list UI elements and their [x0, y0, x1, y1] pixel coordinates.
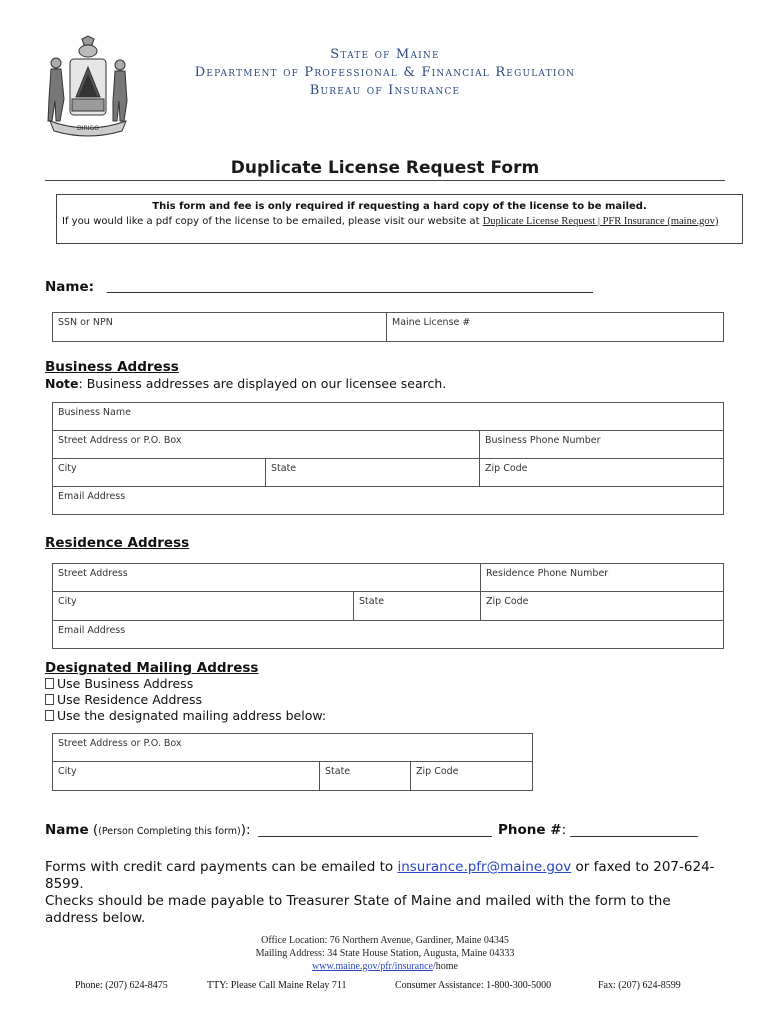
- mailing-option-residence[interactable]: Use Residence Address: [45, 692, 202, 708]
- residence-heading: Residence Address: [45, 535, 190, 551]
- business-state-field[interactable]: State: [266, 459, 480, 487]
- footer-fax: Fax: (207) 624-8599: [598, 980, 681, 991]
- business-street-field[interactable]: Street Address or P.O. Box: [53, 431, 480, 459]
- footer-url: www.maine.gov/pfr/insurance/home: [312, 961, 458, 972]
- mailing-zip-field[interactable]: Zip Code: [411, 762, 533, 791]
- residence-table: [52, 563, 724, 649]
- footer-tty: TTY: Please Call Maine Relay 711: [207, 980, 347, 991]
- completer-name-row: Name ((Person Completing this form)):: [45, 822, 251, 838]
- header-state: State of Maine: [330, 47, 440, 62]
- residence-city-field[interactable]: City: [53, 592, 354, 621]
- ssn-field[interactable]: SSN or NPN: [53, 313, 387, 342]
- business-heading: Business Address: [45, 359, 179, 375]
- checkbox-icon[interactable]: [45, 710, 54, 721]
- residence-zip-field[interactable]: Zip Code: [481, 592, 724, 621]
- note-line2: If you would like a pdf copy of the license to be emailed, please visit our website at Duplicate License Request | PFR Insurance (maine.gov): [62, 216, 719, 227]
- note-line1: This form and fee is only required if requesting a hard copy of the license to be mailed.: [152, 201, 647, 212]
- completer-name-field[interactable]: [258, 836, 492, 837]
- checkbox-icon[interactable]: [45, 678, 54, 689]
- completer-phone-row: Phone #:: [498, 822, 567, 838]
- business-email-field[interactable]: Email Address: [53, 487, 724, 515]
- residence-state-field[interactable]: State: [354, 592, 481, 621]
- payment-instructions: Forms with credit card payments can be emailed to insurance.pfr@maine.gov or faxed to 207-624-8599.: [45, 859, 715, 892]
- business-name-field[interactable]: Business Name: [53, 403, 724, 431]
- insurance-email-link[interactable]: insurance.pfr@maine.gov: [397, 859, 572, 875]
- seal-text: DIRIGO: [77, 125, 99, 132]
- mailing-table: [52, 733, 533, 791]
- business-table: [52, 402, 724, 515]
- ssn-license-table: [52, 312, 724, 342]
- footer-website-link[interactable]: www.maine.gov/pfr/insurance: [312, 961, 433, 972]
- business-note: Note: Business addresses are displayed on our licensee search.: [45, 376, 447, 391]
- note-box: [56, 194, 743, 244]
- mailing-option-business[interactable]: Use Business Address: [45, 676, 193, 692]
- form-title: Duplicate License Request Form: [230, 158, 540, 178]
- header-department: Department of Professional & Financial Regulation: [194, 65, 576, 80]
- header-bureau: Bureau of Insurance: [309, 83, 461, 98]
- mailing-state-field[interactable]: State: [320, 762, 411, 791]
- footer-office: Office Location: 76 Northern Avenue, Gardiner, Maine 04345: [261, 935, 509, 946]
- name-label: Name:: [45, 279, 95, 295]
- mailing-option-designated[interactable]: Use the designated mailing address below:: [45, 708, 326, 724]
- residence-phone-field[interactable]: Residence Phone Number: [481, 564, 724, 592]
- checkbox-icon[interactable]: [45, 694, 54, 705]
- residence-street-field[interactable]: Street Address: [53, 564, 481, 592]
- footer-phone: Phone: (207) 624-8475: [75, 980, 168, 991]
- residence-email-field[interactable]: Email Address: [53, 621, 724, 649]
- duplicate-license-link[interactable]: Duplicate License Request | PFR Insurance (maine.gov): [482, 216, 719, 227]
- checks-instructions: Checks should be made payable to Treasurer State of Maine and mailed with the form to the address below.: [45, 893, 671, 926]
- name-field[interactable]: [107, 292, 593, 293]
- footer-consumer: Consumer Assistance: 1-800-300-5000: [395, 980, 552, 991]
- license-field[interactable]: Maine License #: [387, 313, 724, 342]
- business-phone-field[interactable]: Business Phone Number: [480, 431, 724, 459]
- business-city-field[interactable]: City: [53, 459, 266, 487]
- title-rule: [45, 180, 725, 181]
- mailing-street-field[interactable]: Street Address or P.O. Box: [53, 734, 533, 762]
- business-zip-field[interactable]: Zip Code: [480, 459, 724, 487]
- state-seal: [42, 35, 134, 137]
- mailing-city-field[interactable]: City: [53, 762, 320, 791]
- mailing-heading: Designated Mailing Address: [45, 660, 259, 676]
- completer-phone-field[interactable]: [570, 836, 698, 837]
- footer-mailing: Mailing Address: 34 State House Station, Augusta, Maine 04333: [255, 948, 515, 959]
